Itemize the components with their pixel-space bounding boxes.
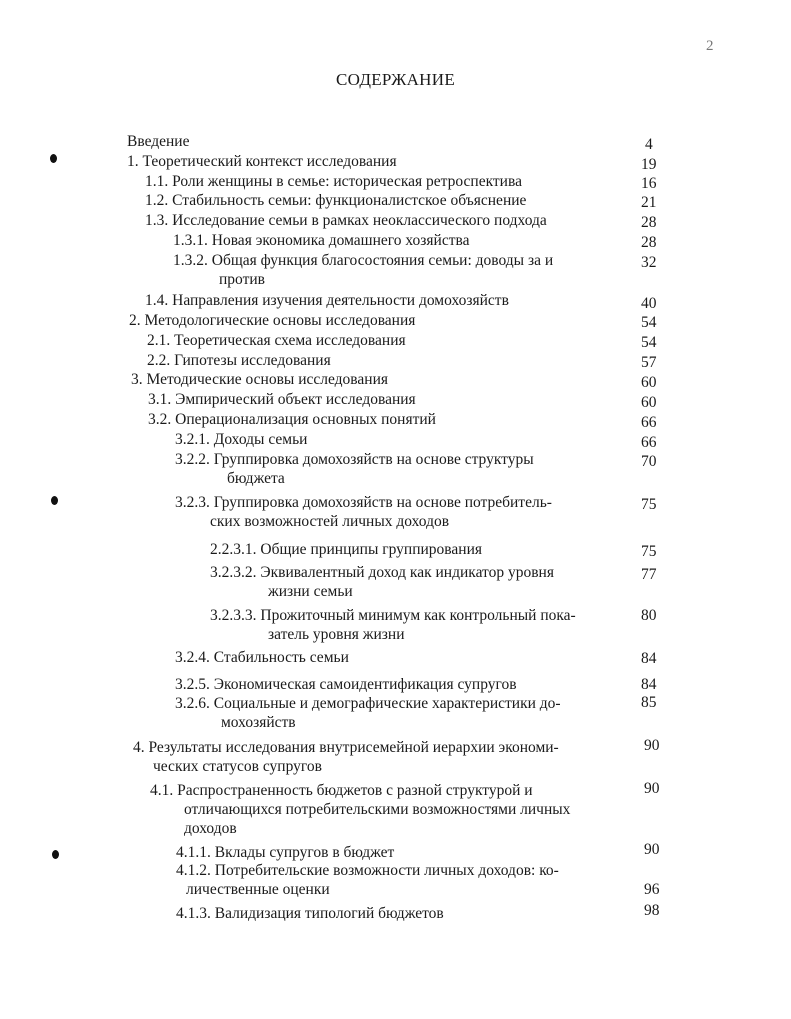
toc-entry-1-1 [145, 172, 625, 191]
toc-entry-text: 4.1.3. Валидизация типологий бюджетов [176, 905, 444, 922]
toc-entry-page: 96 [644, 881, 660, 898]
toc-entry-3-2-6 [175, 694, 625, 732]
toc-entry-text: 3.2.5. Экономическая самоидентификация супругов [175, 676, 517, 693]
toc-entry-text: 3.1. Эмпирический объект исследования [148, 391, 416, 408]
toc-entry-page: 80 [641, 607, 657, 624]
toc-entry-page: 60 [641, 394, 657, 411]
toc-entry-text-continued: против [219, 271, 265, 288]
toc-entry-page: 57 [641, 354, 657, 371]
toc-entry-page: 66 [641, 414, 657, 431]
toc-entry-text-continued: мохозяйств [221, 714, 296, 731]
toc-entry-text-continued: бюджета [227, 470, 285, 487]
toc-entry-page: 85 [641, 694, 657, 711]
toc-entry-3-2-3-3 [210, 606, 630, 644]
toc-entry-page: 84 [641, 650, 657, 667]
toc-entry-text: 2.2.3.1. Общие принципы группирования [210, 541, 482, 558]
toc-entry-4 [133, 738, 633, 776]
toc-entry-text: 1.3. Исследование семьи в рамках неоклассического подхода [145, 212, 547, 229]
toc-entry-4-1 [150, 781, 630, 838]
toc-entry-text: 3.2.6. Социальные и демографические характеристики до- [175, 695, 561, 712]
toc-entry-2 [129, 311, 629, 330]
toc-entry-4-1-1 [176, 843, 626, 862]
toc-entry-text: 4.1.2. Потребительские возможности личных доходов: ко- [176, 862, 559, 879]
toc-entry-3-2-5 [175, 675, 625, 694]
toc-entry-text: 2.1. Теоретическая схема исследования [147, 332, 406, 349]
toc-entry-page: 70 [641, 453, 657, 470]
toc-entry-4-1-2 [176, 861, 626, 899]
toc-entry-page: 19 [641, 156, 657, 173]
margin-bullet-mark [51, 496, 58, 505]
toc-entry-page: 21 [641, 194, 657, 211]
margin-bullet-mark [52, 850, 59, 859]
toc-entry-text: 3. Методические основы исследования [131, 371, 389, 388]
toc-entry-3-2-1 [175, 430, 625, 449]
toc-entry-text: 4.1. Распространенность бюджетов с разной структурой и [150, 782, 533, 799]
toc-entry-1-2 [145, 191, 625, 210]
toc-entry-page: 28 [641, 234, 657, 251]
toc-entry-page: 60 [641, 374, 657, 391]
toc-entry-text-continued: доходов [184, 820, 237, 837]
toc-entry-page: 54 [641, 314, 657, 331]
toc-entry-text: 3.2.3. Группировка домохозяйств на основе потребитель- [175, 494, 552, 511]
toc-entry-text: 2. Методологические основы исследования [129, 312, 416, 329]
toc-entry-4-1-3 [176, 904, 626, 923]
toc-entry-page: 90 [644, 780, 660, 797]
toc-entry-text: 3.2.4. Стабильность семьи [175, 649, 349, 666]
toc-entry-3-2-3 [175, 493, 625, 531]
toc-entry-text: 1.3.1. Новая экономика домашнего хозяйства [173, 232, 470, 249]
toc-entry-text-continued: отличающихся потребительскими возможностями личных [184, 801, 571, 818]
toc-entry-text: 3.2.3.2. Эквивалентный доход как индикатор уровня [210, 564, 554, 581]
toc-entry-text-continued: личественные оценки [186, 881, 330, 898]
toc-entry-page: 84 [641, 676, 657, 693]
margin-bullet-mark [50, 154, 57, 163]
toc-entry-text: 1.1. Роли женщины в семье: историческая ретроспектива [145, 173, 522, 190]
toc-entry-page: 77 [641, 566, 657, 583]
toc-entry-3 [131, 370, 631, 389]
toc-entry-3-2-2 [175, 450, 630, 488]
toc-entry-page: 98 [644, 902, 660, 919]
toc-entry-page: 4 [645, 136, 653, 153]
page-title: СОДЕРЖАНИЕ [335, 70, 456, 89]
toc-entry-text-continued: ческих статусов супругов [153, 758, 322, 775]
toc-entry-text: 1. Теоретический контекст исследования [127, 153, 397, 170]
toc-entry-1-3-1 [173, 231, 623, 250]
toc-entry-page: 40 [641, 295, 657, 312]
toc-entry-text: 1.4. Направления изучения деятельности домохозяйств [145, 292, 509, 309]
toc-entry-page: 75 [641, 543, 657, 560]
toc-entry-3-2-4 [175, 648, 625, 667]
toc-entry-1-3-2 [173, 251, 623, 289]
toc-entry-1-4 [145, 291, 625, 310]
toc-entry-text-continued: затель уровня жизни [268, 626, 405, 643]
toc-entry-page: 32 [641, 254, 657, 271]
toc-entry-page: 66 [641, 434, 657, 451]
toc-entry-intro [127, 132, 627, 151]
toc-entry-text: Введение [127, 133, 190, 150]
toc-entry-text-continued: жизни семьи [268, 583, 353, 600]
toc-entry-text: 4. Результаты исследования внутрисемейной иерархии экономи- [133, 739, 559, 756]
toc-entry-page: 90 [644, 737, 660, 754]
toc-entry-page: 90 [644, 841, 660, 858]
toc-entry-text: 2.2. Гипотезы исследования [147, 352, 331, 369]
toc-entry-text-continued: ских возможностей личных доходов [210, 513, 450, 530]
toc-entry-text: 3.2.3.3. Прожиточный минимум как контрольный пока- [210, 607, 576, 624]
toc-entry-1-3 [145, 211, 625, 230]
toc-entry-text: 4.1.1. Вклады супругов в бюджет [176, 844, 395, 861]
toc-entry-text: 3.2.1. Доходы семьи [175, 431, 308, 448]
toc-entry-text: 3.2. Операционализация основных понятий [148, 411, 436, 428]
toc-entry-text: 3.2.2. Группировка домохозяйств на основе структуры [175, 451, 534, 468]
toc-entry-1 [127, 152, 627, 171]
toc-entry-text: 1.2. Стабильность семьи: функционалистское объяснение [145, 192, 527, 209]
toc-entry-page: 54 [641, 334, 657, 351]
toc-entry-2-2 [147, 351, 627, 370]
toc-entry-3-2-3-2 [210, 563, 630, 601]
toc-entry-2-1 [147, 331, 627, 350]
page-number: 2 [706, 38, 714, 54]
toc-entry-3-2 [148, 410, 628, 429]
toc-entry-text: 1.3.2. Общая функция благосостояния семьи: доводы за и [173, 252, 554, 269]
toc-entry-page: 16 [641, 175, 657, 192]
toc-entry-3-2-3-1 [210, 540, 625, 559]
toc-entry-page: 75 [641, 496, 657, 513]
toc-entry-page: 28 [641, 214, 657, 231]
toc-entry-3-1 [148, 390, 628, 409]
